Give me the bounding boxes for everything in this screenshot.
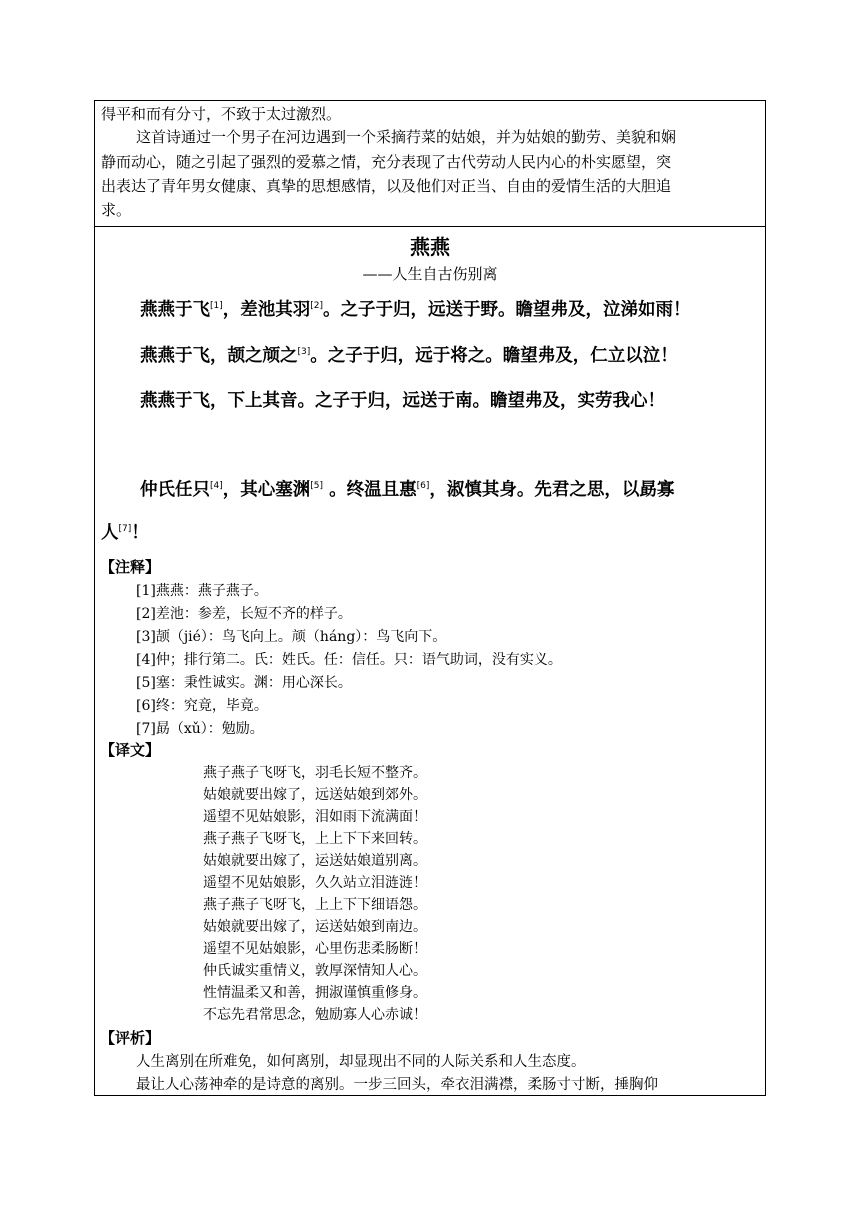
poem-text: 人 <box>101 523 119 543</box>
poem-text: 燕燕于飞 <box>140 300 210 320</box>
note-item: [2]差池：参差，长短不齐的样子。 <box>136 606 352 622</box>
poem-text: ，差池其羽 <box>222 300 311 320</box>
translation-line: 姑娘就要出嫁了，运送姑娘到南边。 <box>203 919 427 935</box>
poem-text: 燕燕于飞，颉之颃之 <box>140 346 298 366</box>
translation-line: 燕子燕子飞呀飞，羽毛长短不整齐。 <box>203 765 427 781</box>
notes-heading: 【注释】 <box>100 558 161 576</box>
translation-line: 燕子燕子飞呀飞，上上下下细语怨。 <box>203 897 427 913</box>
translation-line: 燕子燕子飞呀飞，上上下下来回转。 <box>203 831 427 847</box>
intro-line: 得平和而有分寸，不致于太过激烈。 <box>101 105 342 123</box>
note-item: [6]终：究竟，毕竟。 <box>136 698 268 714</box>
translation-line: 遥望不见姑娘影，久久站立泪涟涟！ <box>203 875 427 891</box>
footnote-ref: [2] <box>310 301 323 311</box>
footnote-ref: [1] <box>210 301 223 311</box>
analysis-line: 人生离别在所难免，如何离别，却显现出不同的人际关系和人生态度。 <box>136 1054 586 1070</box>
poem-text: ！ <box>131 523 149 543</box>
footnote-ref: [4] <box>210 481 223 491</box>
translation-line: 不忘先君常思念，勉励寡人心赤诚！ <box>203 1007 427 1023</box>
note-item: [1]燕燕：燕子燕子。 <box>136 583 268 599</box>
poem-text: 。终温且惠 <box>323 480 417 500</box>
poem-text: 。之子于归，远送于野。瞻望弗及，泣涕如雨！ <box>323 300 691 320</box>
translation-line: 遥望不见姑娘影，泪如雨下流满面！ <box>203 809 427 825</box>
poem-line-5 <box>101 519 149 544</box>
footnote-ref: [7] <box>118 524 132 534</box>
translation-line: 姑娘就要出嫁了，运送姑娘道别离。 <box>203 853 427 869</box>
note-item: [3]颉（jié）：鸟飞向上。颃（háng）：鸟飞向下。 <box>136 629 447 645</box>
poem-text: ，其心塞渊 <box>222 480 311 500</box>
intro-paragraph-line: 求。 <box>101 201 132 219</box>
poem-subtitle: ——人生自古伤别离 <box>362 265 498 283</box>
analysis-heading: 【评析】 <box>100 1029 161 1047</box>
note-item: [5]塞：秉性诚实。渊：用心深长。 <box>136 675 352 691</box>
footnote-ref: [5] <box>310 481 323 491</box>
analysis-line: 最让人心荡神牵的是诗意的离别。一步三回头，牵衣泪满襟，柔肠寸寸断，捶胸仰 <box>136 1077 658 1093</box>
note-item: [7]勗（xǔ）：勉励。 <box>136 721 264 737</box>
poem-line-4 <box>140 476 674 501</box>
translation-line: 性情温柔又和善，拥淑谨慎重修身。 <box>203 985 427 1001</box>
translation-line: 姑娘就要出嫁了，远送姑娘到郊外。 <box>203 787 427 803</box>
intro-paragraph-line: 静而动心，随之引起了强烈的爱慕之情，充分表现了古代劳动人民内心的朴实愿望，突 <box>101 153 672 171</box>
poem-line-1 <box>140 296 691 321</box>
footnote-ref: [3] <box>297 347 311 357</box>
intro-paragraph-line: 出表达了青年男女健康、真挚的思想感情，以及他们对正当、自由的爱情生活的大胆追 <box>101 177 672 195</box>
intro-paragraph-line: 这首诗通过一个男子在河边遇到一个采摘荇菜的姑娘，并为姑娘的勤劳、美貌和娴 <box>136 128 677 146</box>
poem-line-3 <box>140 387 665 412</box>
note-item: [4]仲；排行第二。氏：姓氏。任：信任。只：语气助词，没有实义。 <box>136 652 562 668</box>
poem-text: 燕燕于飞，下上其音。之子于归，远送于南。瞻望弗及，实劳我心！ <box>140 391 665 411</box>
translation-line: 仲氏诚实重情义，敦厚深情知人心。 <box>203 963 427 979</box>
table-divider <box>94 226 766 227</box>
poem-text: ，淑慎其身。先君之思，以勗寡 <box>429 480 675 500</box>
translation-line: 遥望不见姑娘影，心里伤悲柔肠断！ <box>203 941 427 957</box>
poem-title: 燕燕 <box>410 235 450 259</box>
poem-text: 。之子于归，远于将之。瞻望弗及，仁立以泣！ <box>310 346 678 366</box>
footnote-ref: [6] <box>416 481 430 491</box>
translation-heading: 【译文】 <box>100 741 161 759</box>
poem-text: 仲氏任只 <box>140 480 210 500</box>
poem-line-2 <box>140 342 678 367</box>
